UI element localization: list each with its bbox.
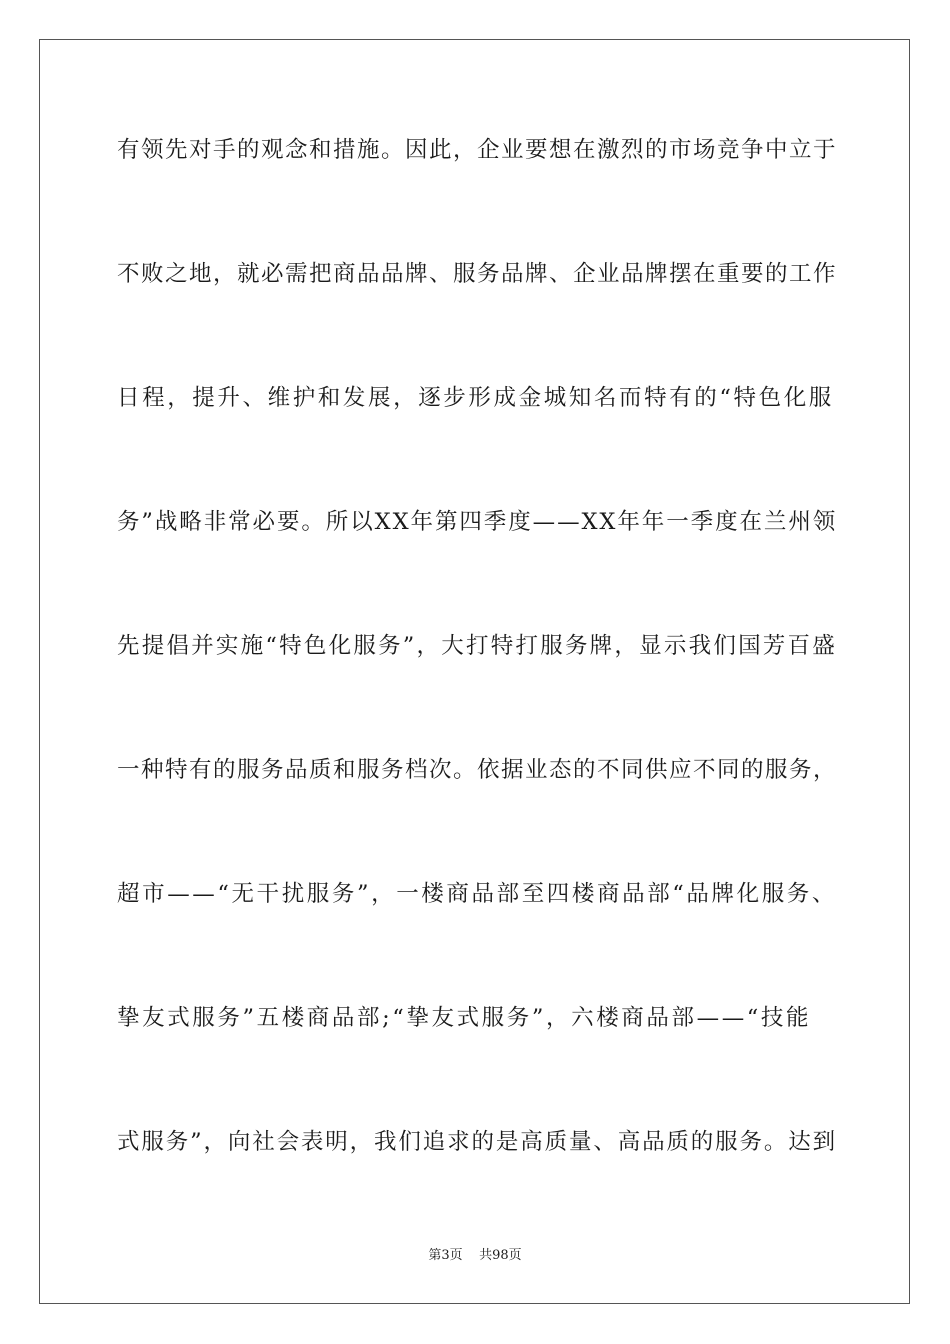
text-line-4: 务”战略非常必要。所以XX年第四季度——XX年年一季度在兰州领	[117, 509, 838, 535]
document-body	[117, 128, 837, 1244]
text-line-8: 挚友式服务”五楼商品部;“挚友式服务”，六楼商品部——“技能	[117, 1005, 812, 1031]
text-line-5: 先提倡并实施“特色化服务”，大打特打服务牌，显示我们国芳百盛	[117, 633, 838, 659]
text-line-6: 一种特有的服务品质和服务档次。依据业态的不同供应不同的服务，	[117, 757, 838, 783]
page-footer	[0, 1247, 950, 1265]
text-line-3: 日程，提升、维护和发展，逐步形成金城知名而特有的“特色化服	[117, 385, 834, 411]
text-line-7: 超市——“无干扰服务”，一楼商品部至四楼商品部“品牌化服务、	[117, 881, 838, 907]
text-line-9: 式服务”，向社会表明，我们追求的是高质量、高品质的服务。达到	[117, 1129, 838, 1155]
text-line-2: 不败之地，就必需把商品品牌、服务品牌、企业品牌摆在重要的工作	[117, 261, 838, 287]
total-pages: 共98页	[479, 1248, 522, 1263]
page-number: 第3页	[428, 1248, 463, 1263]
text-line-1: 有领先对手的观念和措施。因此，企业要想在激烈的市场竞争中立于	[117, 137, 838, 163]
